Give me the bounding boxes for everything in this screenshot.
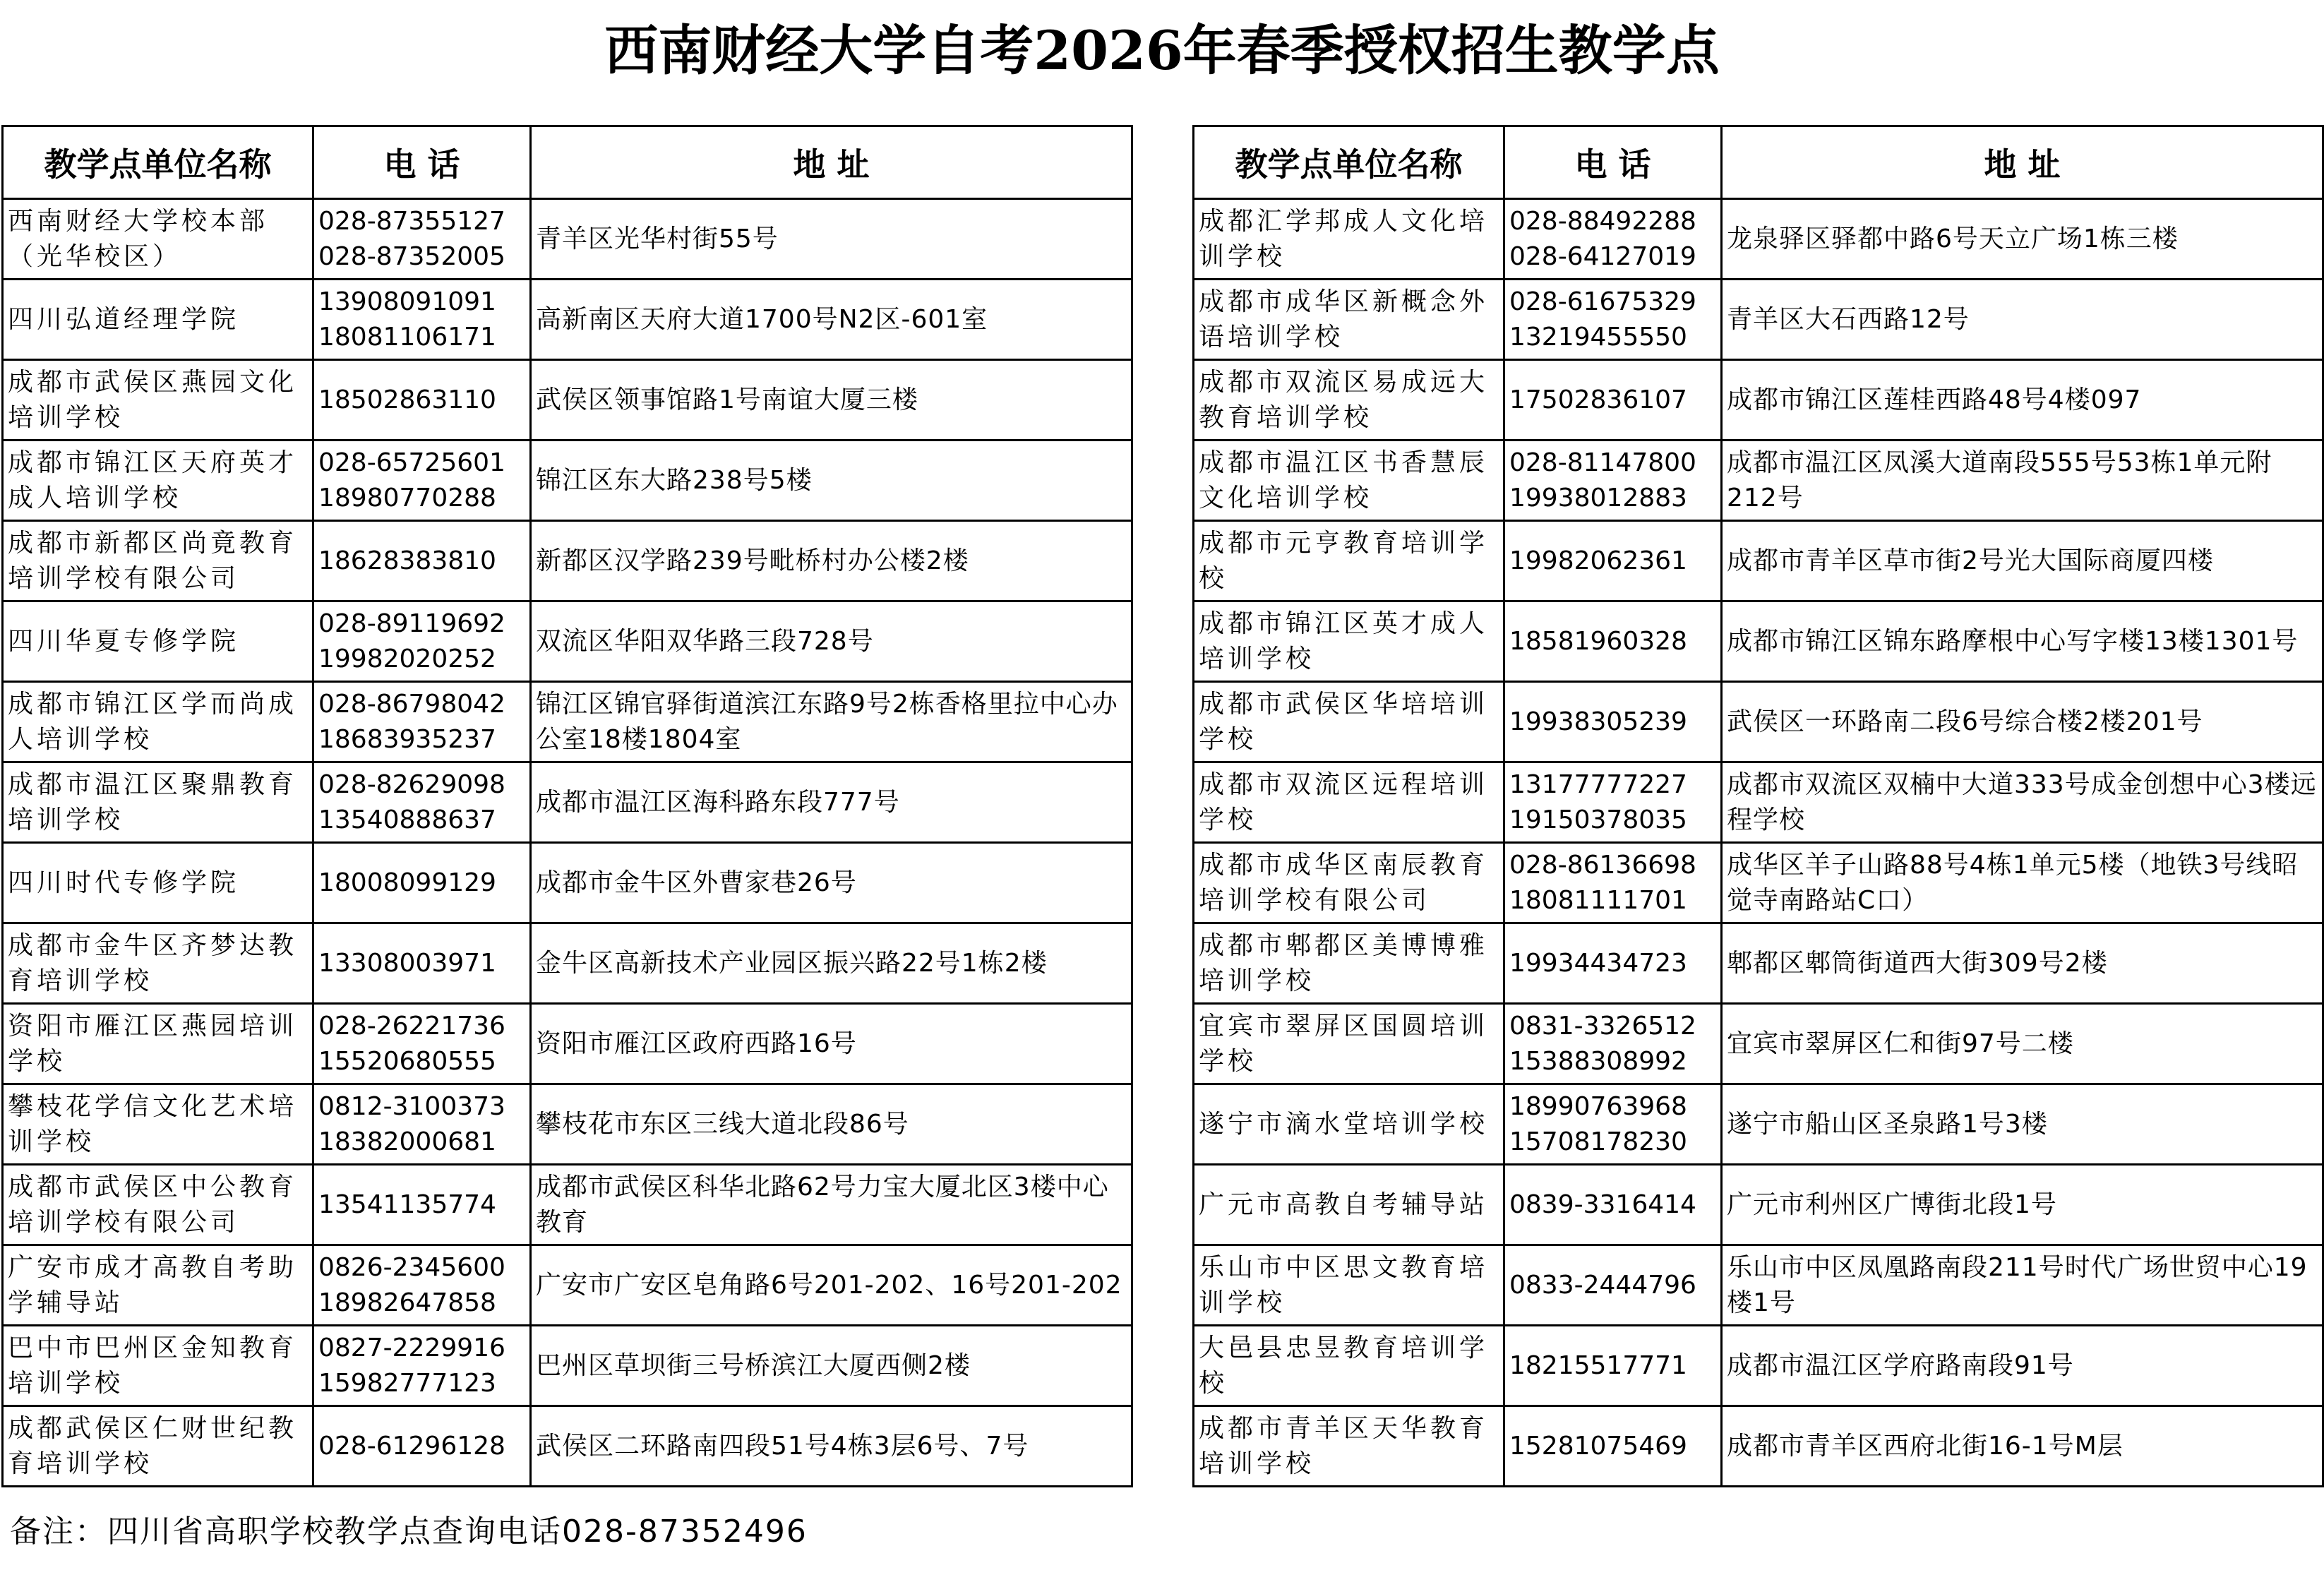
phone-number: 13540888637 [318, 805, 496, 834]
address-cell: 武侯区二环路南四段51号4栋3层6号、7号 [531, 1406, 1132, 1487]
table-row [1194, 843, 2323, 923]
phone-cell [313, 1165, 531, 1245]
address-cell: 成华区羊子山路88号4栋1单元5楼（地铁3号线昭觉寺南路站C口） [1722, 843, 2323, 923]
phone-cell [313, 843, 531, 923]
address-cell: 青羊区大石西路12号 [1722, 280, 2323, 360]
address-cell: 成都市锦江区锦东路摩根中心写字楼13楼1301号 [1722, 601, 2323, 682]
address-cell: 锦江区东大路238号5楼 [531, 441, 1132, 521]
phone-cell [1504, 762, 1722, 843]
address-cell: 成都市金牛区外曹家巷26号 [531, 843, 1132, 923]
header-phone: 电 话 [313, 126, 531, 199]
address-cell: 攀枝花市东区三线大道北段86号 [531, 1084, 1132, 1165]
school-name-cell: 四川时代专修学院 [3, 843, 313, 923]
address-cell: 遂宁市船山区圣泉路1号3楼 [1722, 1084, 2323, 1165]
phone-number: 18628383810 [318, 546, 496, 575]
school-name-cell: 四川弘道经理学院 [3, 280, 313, 360]
phone-number: 18502863110 [318, 385, 496, 414]
school-name-cell: 成都市武侯区中公教育培训学校有限公司 [3, 1165, 313, 1245]
phone-cell [1504, 1004, 1722, 1084]
table-row [3, 601, 1132, 682]
table-row [1194, 1165, 2323, 1245]
address-cell: 广安市广安区皂角路6号201-202、16号201-202 [531, 1245, 1132, 1326]
phone-number: 15708178230 [1509, 1127, 1687, 1156]
phone-number: 13219455550 [1509, 322, 1687, 352]
phone-number: 18990763968 [1509, 1091, 1687, 1121]
phone-number: 028-64127019 [1509, 241, 1696, 271]
phone-cell [1504, 1245, 1722, 1326]
phone-cell [313, 1245, 531, 1326]
school-name-cell: 四川华夏专修学院 [3, 601, 313, 682]
address-cell: 宜宾市翠屏区仁和街97号二楼 [1722, 1004, 2323, 1084]
address-cell: 高新南区天府大道1700号N2区-601室 [531, 280, 1132, 360]
header-address: 地 址 [531, 126, 1132, 199]
phone-cell [1504, 1406, 1722, 1487]
phone-cell [313, 441, 531, 521]
phone-number: 028-61675329 [1509, 287, 1696, 316]
table-row [3, 1245, 1132, 1326]
address-cell: 金牛区高新技术产业园区振兴路22号1栋2楼 [531, 923, 1132, 1004]
table-body-right [1194, 199, 2323, 1487]
phone-number: 13177777227 [1509, 769, 1687, 799]
table-header-row [1194, 126, 2323, 199]
address-cell: 巴州区草坝街三号桥滨江大厦西侧2楼 [531, 1326, 1132, 1406]
phone-number: 028-82629098 [318, 769, 505, 799]
table-row [1194, 1326, 2323, 1406]
phone-cell [1504, 280, 1722, 360]
phone-number: 19934434723 [1509, 948, 1687, 978]
phone-cell [1504, 199, 1722, 280]
training-points-table-left [1, 125, 1133, 1487]
table-row [3, 843, 1132, 923]
table-row [1194, 1406, 2323, 1487]
school-name-cell: 宜宾市翠屏区国圆培训学校 [1194, 1004, 1504, 1084]
address-cell: 成都市青羊区西府北街16-1号M层 [1722, 1406, 2323, 1487]
school-name-cell: 广安市成才高教自考助学辅导站 [3, 1245, 313, 1326]
phone-cell [313, 360, 531, 441]
phone-number: 0833-2444796 [1509, 1270, 1696, 1300]
phone-number: 0812-3100373 [318, 1091, 505, 1121]
table-body-left [3, 199, 1132, 1487]
table-row [1194, 601, 2323, 682]
address-cell: 广元市利州区广博街北段1号 [1722, 1165, 2323, 1245]
address-cell: 成都市青羊区草市街2号光大国际商厦四楼 [1722, 521, 2323, 601]
phone-number: 18581960328 [1509, 626, 1687, 656]
school-name-cell: 西南财经大学校本部（光华校区） [3, 199, 313, 280]
school-name-cell: 成都市成华区新概念外语培训学校 [1194, 280, 1504, 360]
phone-number: 15388308992 [1509, 1046, 1687, 1076]
table-row [3, 1004, 1132, 1084]
school-name-cell: 成都市武侯区华培培训学校 [1194, 682, 1504, 762]
phone-number: 18683935237 [318, 724, 496, 754]
phone-cell [1504, 1326, 1722, 1406]
table-row [3, 923, 1132, 1004]
phone-number: 028-65725601 [318, 448, 505, 477]
phone-number: 028-26221736 [318, 1011, 505, 1041]
phone-number: 0839-3316414 [1509, 1190, 1696, 1219]
address-cell: 成都市温江区海科路东段777号 [531, 762, 1132, 843]
phone-number: 0831-3326512 [1509, 1011, 1696, 1041]
school-name-cell: 成都市双流区易成远大教育培训学校 [1194, 360, 1504, 441]
phone-number: 19982020252 [318, 644, 496, 673]
school-name-cell: 成都市成华区南辰教育培训学校有限公司 [1194, 843, 1504, 923]
phone-cell [1504, 601, 1722, 682]
phone-cell [313, 1084, 531, 1165]
table-row [1194, 923, 2323, 1004]
phone-number: 18382000681 [318, 1127, 496, 1156]
address-cell: 武侯区领事馆路1号南谊大厦三楼 [531, 360, 1132, 441]
phone-number: 028-87355127 [318, 206, 505, 236]
table-row [1194, 1084, 2323, 1165]
phone-cell [313, 762, 531, 843]
header-address: 地 址 [1722, 126, 2323, 199]
table-header-row [3, 126, 1132, 199]
school-name-cell: 成都市锦江区学而尚成人培训学校 [3, 682, 313, 762]
phone-number: 028-86798042 [318, 689, 505, 719]
phone-number: 18081111701 [1509, 885, 1687, 915]
table-row [1194, 1245, 2323, 1326]
school-name-cell: 攀枝花学信文化艺术培训学校 [3, 1084, 313, 1165]
phone-cell [1504, 1165, 1722, 1245]
phone-number: 028-81147800 [1509, 448, 1696, 477]
phone-cell [313, 199, 531, 280]
school-name-cell: 成都汇学邦成人文化培训学校 [1194, 199, 1504, 280]
phone-cell [313, 923, 531, 1004]
school-name-cell: 成都市温江区书香慧辰文化培训学校 [1194, 441, 1504, 521]
phone-number: 19150378035 [1509, 805, 1687, 834]
phone-number: 13308003971 [318, 948, 496, 978]
phone-cell [313, 682, 531, 762]
school-name-cell: 遂宁市滴水堂培训学校 [1194, 1084, 1504, 1165]
table-row [1194, 1004, 2323, 1084]
address-cell: 乐山市中区凤凰路南段211号时代广场世贸中心19楼1号 [1722, 1245, 2323, 1326]
phone-number: 18081106171 [318, 322, 496, 352]
school-name-cell: 成都市新都区尚竟教育培训学校有限公司 [3, 521, 313, 601]
address-cell: 郫都区郫筒街道西大街309号2楼 [1722, 923, 2323, 1004]
table-row [3, 1084, 1132, 1165]
school-name-cell: 大邑县忠昱教育培训学校 [1194, 1326, 1504, 1406]
phone-cell [1504, 843, 1722, 923]
table-row [1194, 360, 2323, 441]
table-row [1194, 682, 2323, 762]
training-points-table-right [1192, 125, 2324, 1487]
address-cell: 武侯区一环路南二段6号综合楼2楼201号 [1722, 682, 2323, 762]
phone-number: 19982062361 [1509, 546, 1687, 575]
phone-cell [313, 1326, 531, 1406]
header-name: 教学点单位名称 [1194, 126, 1504, 199]
phone-number: 028-87352005 [318, 241, 505, 271]
phone-number: 18008099129 [318, 868, 496, 897]
address-cell: 成都市温江区凤溪大道南段555号53栋1单元附212号 [1722, 441, 2323, 521]
phone-number: 028-61296128 [318, 1431, 505, 1461]
phone-number: 15281075469 [1509, 1431, 1687, 1461]
table-row [3, 199, 1132, 280]
phone-cell [313, 1406, 531, 1487]
school-name-cell: 成都市元亨教育培训学校 [1194, 521, 1504, 601]
table-row [1194, 521, 2323, 601]
table-row [1194, 280, 2323, 360]
table-row [3, 682, 1132, 762]
school-name-cell: 成都市锦江区英才成人培训学校 [1194, 601, 1504, 682]
table-row [3, 441, 1132, 521]
phone-number: 19938012883 [1509, 483, 1687, 513]
phone-number: 028-89119692 [318, 609, 505, 638]
phone-cell [1504, 923, 1722, 1004]
phone-number: 13908091091 [318, 287, 496, 316]
school-name-cell: 成都市郫都区美博博雅培训学校 [1194, 923, 1504, 1004]
school-name-cell: 成都市金牛区齐梦达教育培训学校 [3, 923, 313, 1004]
phone-number: 18982647858 [318, 1288, 496, 1317]
school-name-cell: 成都市温江区聚鼎教育培训学校 [3, 762, 313, 843]
phone-number: 13541135774 [318, 1190, 496, 1219]
table-row [1194, 441, 2323, 521]
phone-number: 028-88492288 [1509, 206, 1696, 236]
table-row [3, 762, 1132, 843]
header-phone: 电 话 [1504, 126, 1722, 199]
phone-number: 0827-2229916 [318, 1333, 505, 1362]
address-cell: 成都市武侯区科华北路62号力宝大厦北区3楼中心教育 [531, 1165, 1132, 1245]
table-row [3, 1326, 1132, 1406]
address-cell: 成都市锦江区莲桂西路48号4楼097 [1722, 360, 2323, 441]
school-name-cell: 成都武侯区仁财世纪教育培训学校 [3, 1406, 313, 1487]
school-name-cell: 巴中市巴州区金知教育培训学校 [3, 1326, 313, 1406]
table-row [3, 521, 1132, 601]
phone-number: 0826-2345600 [318, 1252, 505, 1282]
phone-number: 19938305239 [1509, 707, 1687, 736]
school-name-cell: 乐山市中区思文教育培训学校 [1194, 1245, 1504, 1326]
table-row [3, 280, 1132, 360]
header-name: 教学点单位名称 [3, 126, 313, 199]
address-cell: 新都区汉学路239号毗桥村办公楼2楼 [531, 521, 1132, 601]
phone-number: 17502836107 [1509, 385, 1687, 414]
table-row [3, 360, 1132, 441]
phone-cell [1504, 521, 1722, 601]
address-cell: 成都市温江区学府路南段91号 [1722, 1326, 2323, 1406]
phone-cell [313, 280, 531, 360]
phone-number: 15520680555 [318, 1046, 496, 1076]
phone-number: 18980770288 [318, 483, 496, 513]
address-cell: 龙泉驿区驿都中路6号天立广场1栋三楼 [1722, 199, 2323, 280]
address-cell: 青羊区光华村街55号 [531, 199, 1132, 280]
school-name-cell: 资阳市雁江区燕园培训学校 [3, 1004, 313, 1084]
school-name-cell: 广元市高教自考辅导站 [1194, 1165, 1504, 1245]
phone-cell [313, 521, 531, 601]
phone-number: 15982777123 [318, 1368, 496, 1398]
address-cell: 双流区华阳双华路三段728号 [531, 601, 1132, 682]
phone-cell [313, 1004, 531, 1084]
address-cell: 锦江区锦官驿街道滨江东路9号2栋香格里拉中心办公室18楼1804室 [531, 682, 1132, 762]
address-cell: 资阳市雁江区政府西路16号 [531, 1004, 1132, 1084]
phone-cell [1504, 360, 1722, 441]
footnote: 备注：四川省高职学校教学点查询电话028-87352496 [10, 1514, 808, 1550]
address-cell: 成都市双流区双楠中大道333号成金创想中心3楼远程学校 [1722, 762, 2323, 843]
page-title: 西南财经大学自考2026年春季授权招生教学点 [604, 19, 1720, 82]
school-name-cell: 成都市青羊区天华教育培训学校 [1194, 1406, 1504, 1487]
phone-cell [1504, 1084, 1722, 1165]
table-row [1194, 199, 2323, 280]
phone-number: 028-86136698 [1509, 850, 1696, 880]
table-row [1194, 762, 2323, 843]
table-row [3, 1165, 1132, 1245]
school-name-cell: 成都市双流区远程培训学校 [1194, 762, 1504, 843]
phone-cell [1504, 682, 1722, 762]
phone-cell [313, 601, 531, 682]
school-name-cell: 成都市锦江区天府英才成人培训学校 [3, 441, 313, 521]
phone-number: 18215517771 [1509, 1350, 1687, 1380]
school-name-cell: 成都市武侯区燕园文化培训学校 [3, 360, 313, 441]
phone-cell [1504, 441, 1722, 521]
table-row [3, 1406, 1132, 1487]
